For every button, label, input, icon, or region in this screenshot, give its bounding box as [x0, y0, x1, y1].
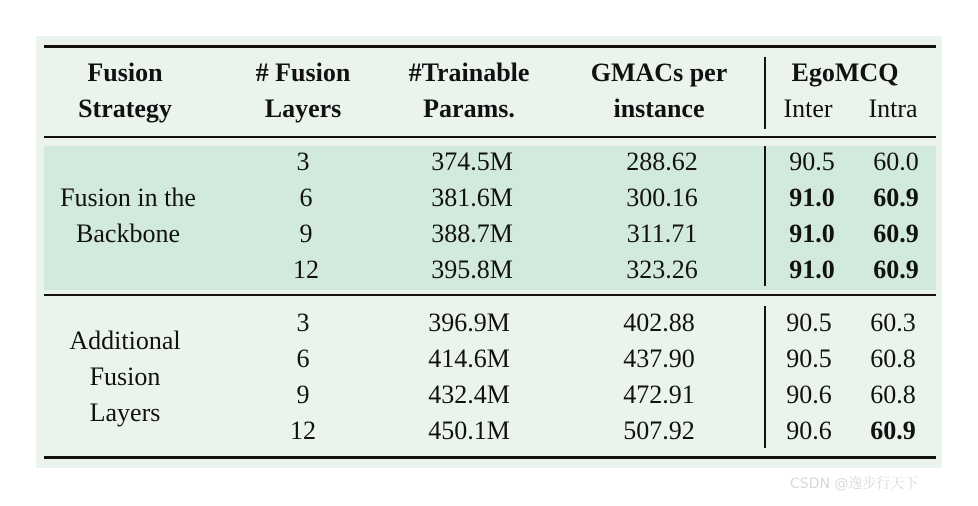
header-rule — [44, 136, 936, 138]
cell-inter: 90.5 — [786, 308, 832, 337]
cell-intra: 60.8 — [870, 344, 916, 373]
cell-layers: 3 — [296, 147, 310, 176]
cell-inter: 91.0 — [789, 183, 835, 212]
cell-params: 414.6M — [428, 344, 510, 373]
cell-gmacs: 288.62 — [626, 147, 698, 176]
cell-intra: 60.9 — [873, 219, 919, 248]
column-divider-header — [764, 57, 766, 129]
cell-layers: 3 — [296, 308, 310, 337]
cell-inter: 91.0 — [789, 255, 835, 284]
group-2-strategy-line2: Fusion — [89, 362, 161, 391]
cell-params: 388.7M — [431, 219, 513, 248]
cell-params: 395.8M — [431, 255, 513, 284]
cell-params: 432.4M — [428, 380, 510, 409]
header-fusion-strategy-line2: Strategy — [78, 94, 172, 123]
cell-layers: 9 — [299, 219, 313, 248]
cell-layers: 6 — [299, 183, 313, 212]
cell-gmacs: 311.71 — [626, 219, 698, 248]
group-1-strategy-line2: Backbone — [76, 219, 180, 248]
header-inter: Inter — [783, 94, 833, 123]
header-egomcq: EgoMCQ — [791, 58, 899, 87]
top-rule — [44, 45, 936, 48]
header-fusion-layers-line2: Layers — [264, 94, 342, 123]
cell-intra: 60.9 — [873, 255, 919, 284]
cell-gmacs: 507.92 — [623, 416, 695, 445]
cell-inter: 90.5 — [786, 344, 832, 373]
cell-gmacs: 472.91 — [623, 380, 695, 409]
cell-params: 374.5M — [431, 147, 513, 176]
cell-inter: 91.0 — [789, 219, 835, 248]
cell-gmacs: 300.16 — [626, 183, 698, 212]
header-trainable-params-line2: Params. — [423, 94, 515, 123]
group-1-strategy-line1: Fusion in the — [60, 183, 196, 212]
cell-params: 450.1M — [428, 416, 510, 445]
cell-layers: 6 — [296, 344, 310, 373]
cell-inter: 90.5 — [789, 147, 835, 176]
bottom-rule — [44, 456, 936, 459]
cell-intra: 60.9 — [873, 183, 919, 212]
cell-layers: 12 — [293, 255, 319, 284]
group-2-strategy-line1: Additional — [69, 326, 181, 355]
header-gmacs-line2: instance — [613, 94, 705, 123]
cell-layers: 9 — [296, 380, 310, 409]
cell-gmacs: 402.88 — [623, 308, 695, 337]
column-divider-group-1 — [764, 146, 766, 286]
column-divider-group-2 — [764, 306, 766, 448]
header-trainable-params-line1: #Trainable — [408, 58, 530, 87]
header-gmacs-line1: GMACs per — [590, 58, 728, 87]
group-2-strategy-line3: Layers — [89, 398, 161, 427]
cell-intra: 60.9 — [870, 416, 916, 445]
header-fusion-layers-line1: # Fusion — [255, 58, 351, 87]
group-rule — [44, 294, 936, 296]
header-fusion-strategy-line1: Fusion — [87, 58, 163, 87]
cell-inter: 90.6 — [786, 380, 832, 409]
header-intra: Intra — [868, 94, 918, 123]
cell-intra: 60.3 — [870, 308, 916, 337]
cell-gmacs: 323.26 — [626, 255, 698, 284]
cell-gmacs: 437.90 — [623, 344, 695, 373]
cell-intra: 60.8 — [870, 380, 916, 409]
cell-params: 381.6M — [431, 183, 513, 212]
cell-inter: 90.6 — [786, 416, 832, 445]
watermark: CSDN @逸步行天下 — [790, 476, 919, 492]
cell-layers: 12 — [290, 416, 316, 445]
cell-params: 396.9M — [428, 308, 510, 337]
cell-intra: 60.0 — [873, 147, 919, 176]
